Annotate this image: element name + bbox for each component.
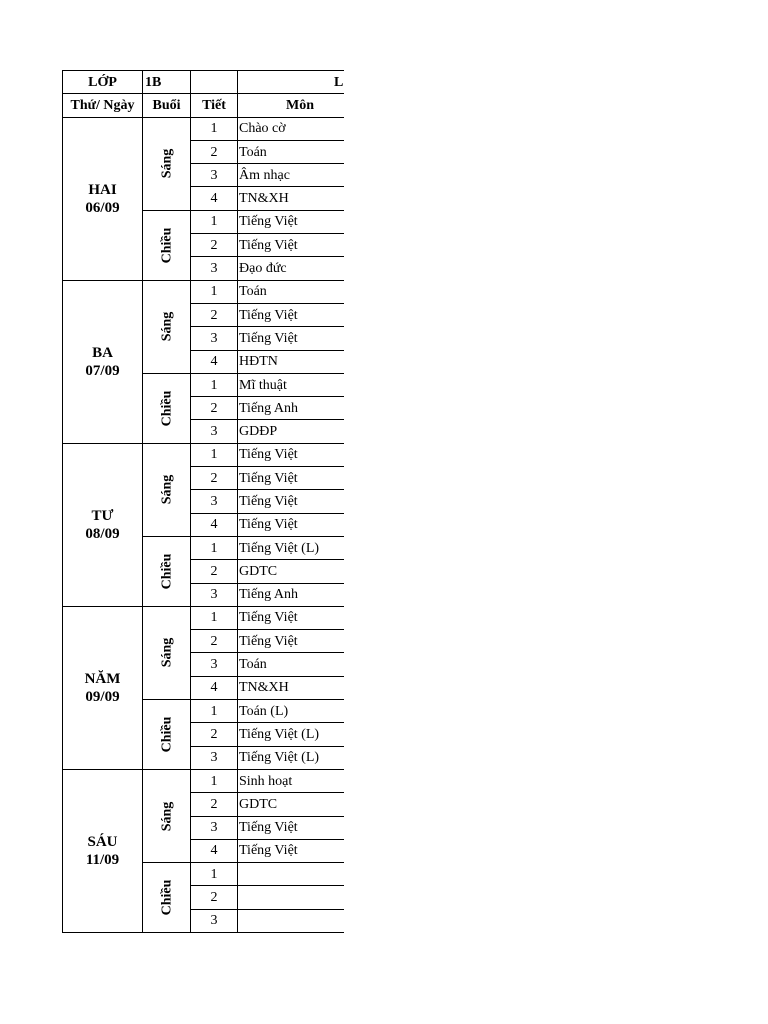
subject-cell: Tiếng Việt xyxy=(238,210,345,233)
period-number: 2 xyxy=(191,467,238,490)
session-afternoon xyxy=(143,536,191,606)
period-number: 1 xyxy=(191,536,238,559)
day-name: TƯ xyxy=(91,507,114,524)
period-number: 3 xyxy=(191,909,238,932)
column-header-period: Tiết xyxy=(191,94,238,117)
period-number: 1 xyxy=(191,769,238,792)
period-number: 3 xyxy=(191,420,238,443)
session-label: Sáng xyxy=(158,638,174,668)
subject-cell: Tiếng Việt (L) xyxy=(238,536,345,559)
subject-cell: Tiếng Việt xyxy=(238,234,345,257)
period-number: 3 xyxy=(191,746,238,769)
timetable-sheet xyxy=(62,70,344,933)
subject-cell: Toán xyxy=(238,653,345,676)
day-name: NĂM xyxy=(84,670,121,687)
period-number: 4 xyxy=(191,513,238,536)
subject-cell xyxy=(238,909,345,932)
day-cell xyxy=(63,117,143,280)
subject-cell: Tiếng Việt xyxy=(238,490,345,513)
day-date: 08/09 xyxy=(85,525,120,542)
period-number: 2 xyxy=(191,234,238,257)
subject-cell: TN&XH xyxy=(238,676,345,699)
timetable xyxy=(62,70,344,933)
day-date: 09/09 xyxy=(85,688,120,705)
session-morning xyxy=(143,117,191,210)
column-header-row xyxy=(63,94,345,117)
period-number: 1 xyxy=(191,700,238,723)
day-name: BA xyxy=(92,344,113,361)
subject-cell xyxy=(238,863,345,886)
session-morning xyxy=(143,443,191,536)
session-morning xyxy=(143,606,191,699)
day-cell xyxy=(63,280,143,443)
column-header-subject: Môn xyxy=(238,94,345,117)
period-number: 2 xyxy=(191,886,238,909)
class-row xyxy=(63,71,345,94)
column-header-day: Thứ/ Ngày xyxy=(63,94,143,117)
period-number: 2 xyxy=(191,397,238,420)
title-fragment: L xyxy=(238,71,345,94)
day-date: 06/09 xyxy=(85,199,120,216)
day-name: SÁU xyxy=(87,833,118,850)
session-label: Chiều xyxy=(158,553,174,590)
subject-cell: Tiếng Việt xyxy=(238,467,345,490)
subject-cell: Tiếng Việt xyxy=(238,303,345,326)
period-number: 4 xyxy=(191,839,238,862)
subject-cell: Tiếng Việt (L) xyxy=(238,746,345,769)
period-number: 2 xyxy=(191,723,238,746)
day-cell xyxy=(63,443,143,606)
subject-cell: Tiếng Việt xyxy=(238,443,345,466)
column-header-session: Buổi xyxy=(143,94,191,117)
class-label: LỚP xyxy=(63,71,143,94)
subject-cell: GDTC xyxy=(238,793,345,816)
table-row xyxy=(63,606,345,629)
period-number: 1 xyxy=(191,863,238,886)
period-number: 3 xyxy=(191,653,238,676)
table-row xyxy=(63,280,345,303)
subject-cell: TN&XH xyxy=(238,187,345,210)
session-afternoon xyxy=(143,373,191,443)
subject-cell: Tiếng Anh xyxy=(238,397,345,420)
subject-cell: Sinh hoạt xyxy=(238,769,345,792)
day-cell xyxy=(63,606,143,769)
subject-cell: Âm nhạc xyxy=(238,164,345,187)
period-number: 2 xyxy=(191,793,238,816)
period-number: 1 xyxy=(191,210,238,233)
subject-cell: Toán xyxy=(238,280,345,303)
subject-cell: GDTC xyxy=(238,560,345,583)
subject-cell: Tiếng Anh xyxy=(238,583,345,606)
table-row xyxy=(63,443,345,466)
period-number: 1 xyxy=(191,280,238,303)
session-afternoon xyxy=(143,210,191,280)
period-number: 2 xyxy=(191,140,238,163)
subject-cell: Chào cờ xyxy=(238,117,345,140)
day-cell xyxy=(63,769,143,932)
period-number: 2 xyxy=(191,630,238,653)
session-label: Sáng xyxy=(158,475,174,505)
empty-cell xyxy=(191,71,238,94)
subject-cell: Tiếng Việt xyxy=(238,816,345,839)
period-number: 2 xyxy=(191,560,238,583)
period-number: 3 xyxy=(191,583,238,606)
subject-cell: GDĐP xyxy=(238,420,345,443)
subject-cell: Tiếng Việt xyxy=(238,606,345,629)
day-date: 07/09 xyxy=(85,362,120,379)
class-value: 1B xyxy=(143,71,191,94)
session-afternoon xyxy=(143,863,191,933)
subject-cell: Toán xyxy=(238,140,345,163)
subject-cell: Đạo đức xyxy=(238,257,345,280)
day-date: 11/09 xyxy=(85,851,120,868)
subject-cell: Tiếng Việt (L) xyxy=(238,723,345,746)
session-label: Chiều xyxy=(158,716,174,753)
period-number: 3 xyxy=(191,327,238,350)
session-label: Chiều xyxy=(158,879,174,916)
subject-cell: Tiếng Việt xyxy=(238,630,345,653)
period-number: 4 xyxy=(191,187,238,210)
session-label: Chiều xyxy=(158,390,174,427)
day-name: HAI xyxy=(88,181,117,198)
period-number: 1 xyxy=(191,117,238,140)
session-label: Sáng xyxy=(158,311,174,342)
period-number: 1 xyxy=(191,443,238,466)
subject-cell: Tiếng Việt xyxy=(238,513,345,536)
period-number: 1 xyxy=(191,373,238,396)
period-number: 4 xyxy=(191,676,238,699)
session-morning xyxy=(143,280,191,373)
session-label: Sáng xyxy=(158,148,174,179)
session-label: Sáng xyxy=(158,801,174,831)
period-number: 1 xyxy=(191,606,238,629)
table-row xyxy=(63,769,345,792)
period-number: 3 xyxy=(191,490,238,513)
subject-cell: Tiếng Việt xyxy=(238,327,345,350)
period-number: 3 xyxy=(191,164,238,187)
subject-cell: Toán (L) xyxy=(238,700,345,723)
period-number: 2 xyxy=(191,303,238,326)
subject-cell: HĐTN xyxy=(238,350,345,373)
period-number: 3 xyxy=(191,816,238,839)
subject-cell: Tiếng Việt xyxy=(238,839,345,862)
session-morning xyxy=(143,769,191,862)
session-afternoon xyxy=(143,700,191,770)
subject-cell: Mĩ thuật xyxy=(238,373,345,396)
table-row xyxy=(63,117,345,140)
session-label: Chiều xyxy=(158,227,174,264)
subject-cell xyxy=(238,886,345,909)
period-number: 3 xyxy=(191,257,238,280)
period-number: 4 xyxy=(191,350,238,373)
